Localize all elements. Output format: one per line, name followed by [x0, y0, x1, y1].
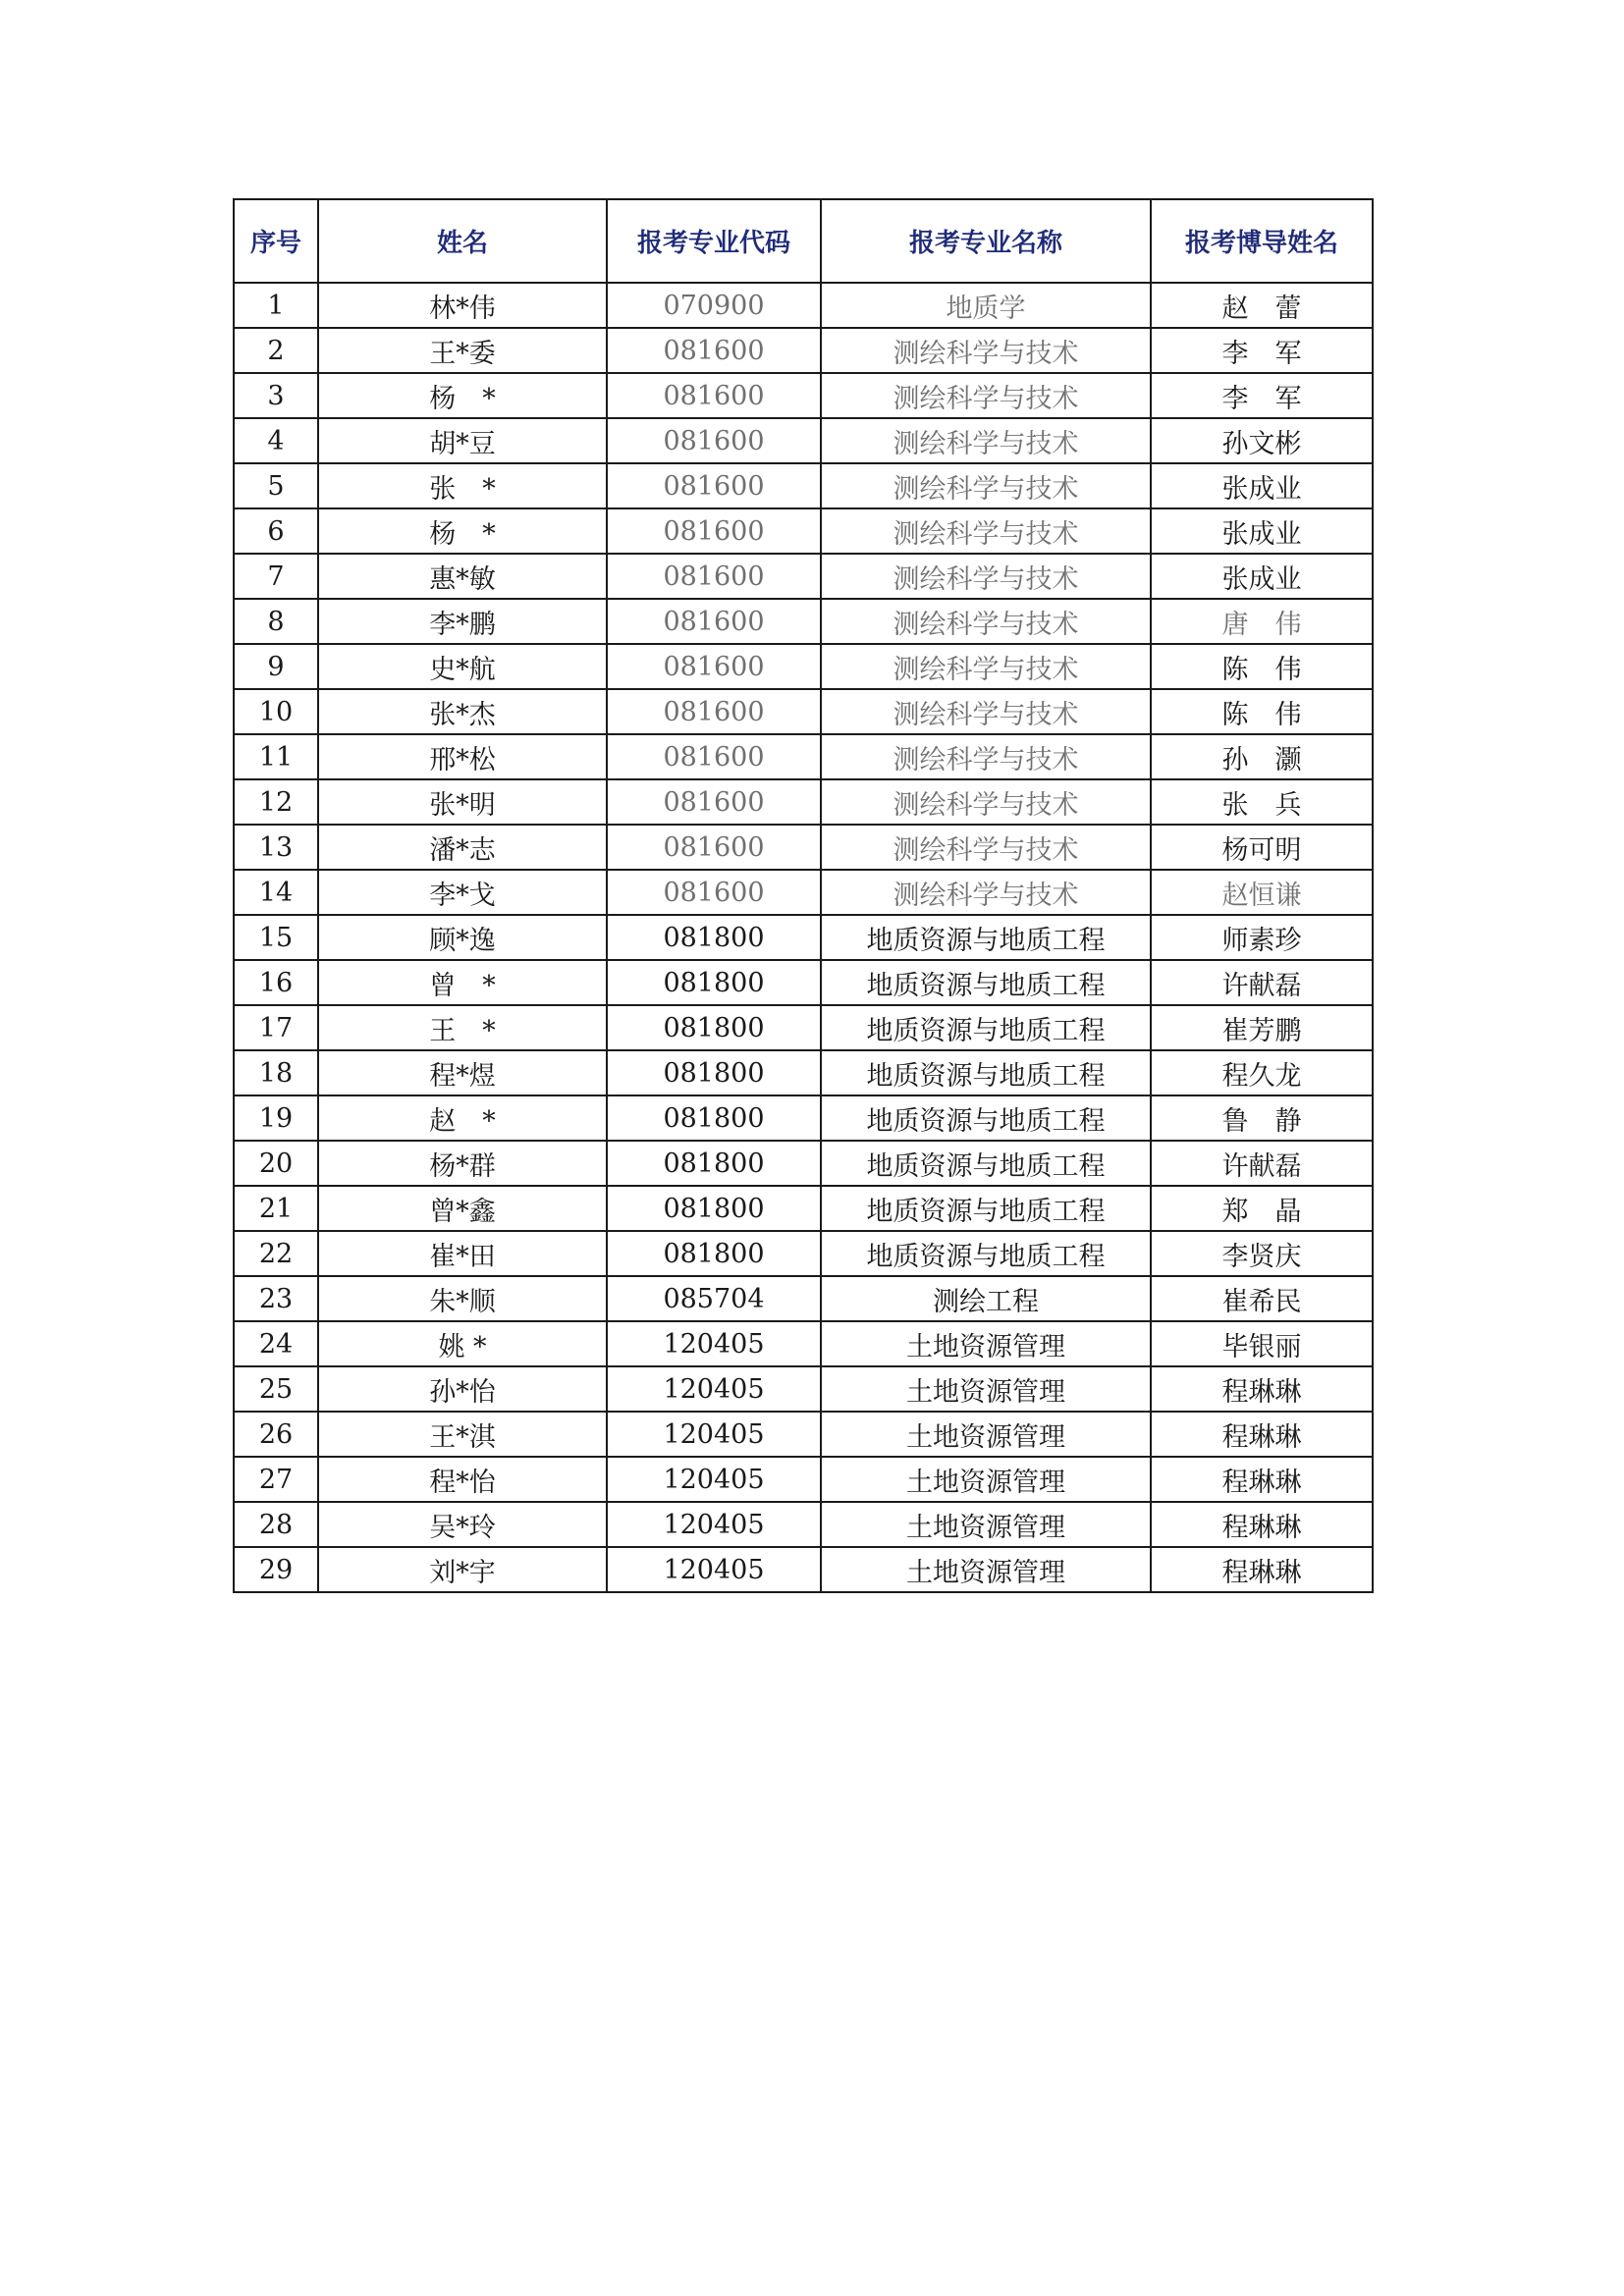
table-row: [234, 870, 1373, 915]
cell-name: 王 *: [318, 1005, 607, 1050]
cell-supervisor: 李贤庆: [1151, 1231, 1373, 1276]
table-row: [234, 960, 1373, 1005]
cell-index: 14: [234, 870, 318, 915]
table-row: [234, 1186, 1373, 1231]
cell-major-name: 地质资源与地质工程: [821, 1141, 1151, 1186]
cell-supervisor: 程琳琳: [1151, 1412, 1373, 1457]
table-row: [234, 373, 1373, 418]
table-row: [234, 825, 1373, 870]
cell-name: 李*戈: [318, 870, 607, 915]
cell-index: 28: [234, 1502, 318, 1547]
cell-major-name: 地质学: [821, 283, 1151, 328]
cell-major-name: 测绘科学与技术: [821, 418, 1151, 463]
cell-supervisor: 程久龙: [1151, 1050, 1373, 1095]
cell-major-code: 081800: [607, 1141, 821, 1186]
table-row: [234, 328, 1373, 373]
cell-major-name: 测绘科学与技术: [821, 599, 1151, 644]
cell-name: 杨*群: [318, 1141, 607, 1186]
cell-major-code: 081600: [607, 779, 821, 825]
cell-major-code: 081800: [607, 1005, 821, 1050]
cell-major-name: 地质资源与地质工程: [821, 1005, 1151, 1050]
cell-name: 曾 *: [318, 960, 607, 1005]
cell-major-code: 081800: [607, 1095, 821, 1141]
cell-major-name: 测绘科学与技术: [821, 463, 1151, 508]
table-row: [234, 1141, 1373, 1186]
table-row: [234, 463, 1373, 508]
table-row: [234, 1231, 1373, 1276]
cell-index: 25: [234, 1366, 318, 1412]
cell-supervisor: 毕银丽: [1151, 1321, 1373, 1366]
cell-major-code: 081600: [607, 373, 821, 418]
cell-major-code: 081600: [607, 463, 821, 508]
header-major-code: 报考专业代码: [607, 199, 821, 283]
cell-index: 21: [234, 1186, 318, 1231]
cell-index: 17: [234, 1005, 318, 1050]
cell-index: 24: [234, 1321, 318, 1366]
table-body: [234, 283, 1373, 1592]
cell-name: 史*航: [318, 644, 607, 689]
cell-index: 23: [234, 1276, 318, 1321]
cell-major-name: 测绘科学与技术: [821, 870, 1151, 915]
cell-supervisor: 杨可明: [1151, 825, 1373, 870]
table-row: [234, 1366, 1373, 1412]
table-row: [234, 1276, 1373, 1321]
cell-name: 惠*敏: [318, 554, 607, 599]
cell-name: 杨 *: [318, 508, 607, 554]
cell-major-code: 081800: [607, 915, 821, 960]
cell-index: 3: [234, 373, 318, 418]
cell-supervisor: 张 兵: [1151, 779, 1373, 825]
cell-name: 曾*鑫: [318, 1186, 607, 1231]
cell-index: 27: [234, 1457, 318, 1502]
cell-major-name: 土地资源管理: [821, 1502, 1151, 1547]
cell-name: 王*委: [318, 328, 607, 373]
cell-name: 吴*玲: [318, 1502, 607, 1547]
cell-name: 张*杰: [318, 689, 607, 734]
cell-major-code: 081600: [607, 644, 821, 689]
cell-major-code: 120405: [607, 1502, 821, 1547]
table-row: [234, 418, 1373, 463]
cell-major-code: 081800: [607, 1050, 821, 1095]
cell-name: 姚 *: [318, 1321, 607, 1366]
cell-supervisor: 李 军: [1151, 373, 1373, 418]
cell-index: 18: [234, 1050, 318, 1095]
cell-major-name: 土地资源管理: [821, 1412, 1151, 1457]
header-row: [234, 199, 1373, 283]
cell-index: 12: [234, 779, 318, 825]
cell-major-code: 085704: [607, 1276, 821, 1321]
cell-major-name: 地质资源与地质工程: [821, 1231, 1151, 1276]
table-row: [234, 554, 1373, 599]
cell-index: 10: [234, 689, 318, 734]
cell-major-code: 081600: [607, 418, 821, 463]
cell-supervisor: 程琳琳: [1151, 1547, 1373, 1592]
table-row: [234, 599, 1373, 644]
cell-index: 29: [234, 1547, 318, 1592]
cell-supervisor: 崔芳鹏: [1151, 1005, 1373, 1050]
cell-major-code: 081600: [607, 689, 821, 734]
cell-index: 9: [234, 644, 318, 689]
cell-name: 赵 *: [318, 1095, 607, 1141]
cell-index: 19: [234, 1095, 318, 1141]
cell-major-code: 120405: [607, 1457, 821, 1502]
cell-name: 张*明: [318, 779, 607, 825]
cell-major-name: 土地资源管理: [821, 1366, 1151, 1412]
cell-major-name: 测绘科学与技术: [821, 328, 1151, 373]
table-row: [234, 915, 1373, 960]
admission-table: [233, 198, 1374, 1593]
cell-supervisor: 孙 灏: [1151, 734, 1373, 779]
cell-major-code: 081600: [607, 508, 821, 554]
cell-major-code: 081600: [607, 599, 821, 644]
cell-major-name: 测绘工程: [821, 1276, 1151, 1321]
cell-supervisor: 唐 伟: [1151, 599, 1373, 644]
table-row: [234, 1547, 1373, 1592]
cell-major-name: 地质资源与地质工程: [821, 1095, 1151, 1141]
cell-name: 潘*志: [318, 825, 607, 870]
cell-index: 22: [234, 1231, 318, 1276]
cell-supervisor: 李 军: [1151, 328, 1373, 373]
table-row: [234, 283, 1373, 328]
cell-major-code: 081800: [607, 1231, 821, 1276]
cell-supervisor: 许献磊: [1151, 960, 1373, 1005]
cell-index: 26: [234, 1412, 318, 1457]
cell-name: 林*伟: [318, 283, 607, 328]
table-row: [234, 1321, 1373, 1366]
cell-name: 崔*田: [318, 1231, 607, 1276]
cell-major-code: 120405: [607, 1366, 821, 1412]
cell-index: 1: [234, 283, 318, 328]
cell-name: 王*淇: [318, 1412, 607, 1457]
cell-supervisor: 程琳琳: [1151, 1502, 1373, 1547]
cell-name: 朱*顺: [318, 1276, 607, 1321]
cell-major-name: 地质资源与地质工程: [821, 960, 1151, 1005]
cell-major-name: 测绘科学与技术: [821, 644, 1151, 689]
cell-index: 11: [234, 734, 318, 779]
cell-supervisor: 赵恒谦: [1151, 870, 1373, 915]
table-row: [234, 1095, 1373, 1141]
cell-major-code: 081600: [607, 328, 821, 373]
table-row: [234, 1457, 1373, 1502]
cell-major-code: 081600: [607, 734, 821, 779]
cell-major-name: 地质资源与地质工程: [821, 1050, 1151, 1095]
header-major-name: 报考专业名称: [821, 199, 1151, 283]
cell-index: 16: [234, 960, 318, 1005]
cell-major-code: 120405: [607, 1321, 821, 1366]
table-row: [234, 1005, 1373, 1050]
cell-supervisor: 程琳琳: [1151, 1366, 1373, 1412]
cell-major-name: 测绘科学与技术: [821, 734, 1151, 779]
cell-major-name: 地质资源与地质工程: [821, 915, 1151, 960]
cell-supervisor: 张成业: [1151, 554, 1373, 599]
table-row: [234, 689, 1373, 734]
cell-supervisor: 崔希民: [1151, 1276, 1373, 1321]
table-row: [234, 1412, 1373, 1457]
cell-major-name: 测绘科学与技术: [821, 508, 1151, 554]
cell-name: 顾*逸: [318, 915, 607, 960]
cell-major-code: 081600: [607, 870, 821, 915]
cell-major-code: 081800: [607, 960, 821, 1005]
cell-supervisor: 郑 晶: [1151, 1186, 1373, 1231]
cell-supervisor: 孙文彬: [1151, 418, 1373, 463]
cell-supervisor: 鲁 静: [1151, 1095, 1373, 1141]
cell-index: 6: [234, 508, 318, 554]
table-row: [234, 1502, 1373, 1547]
cell-index: 2: [234, 328, 318, 373]
cell-major-name: 测绘科学与技术: [821, 373, 1151, 418]
cell-major-code: 081600: [607, 554, 821, 599]
cell-major-code: 120405: [607, 1547, 821, 1592]
cell-name: 胡*豆: [318, 418, 607, 463]
cell-index: 8: [234, 599, 318, 644]
table-row: [234, 644, 1373, 689]
cell-supervisor: 张成业: [1151, 463, 1373, 508]
cell-major-name: 测绘科学与技术: [821, 554, 1151, 599]
cell-index: 13: [234, 825, 318, 870]
cell-major-name: 土地资源管理: [821, 1457, 1151, 1502]
header-supervisor: 报考博导姓名: [1151, 199, 1373, 283]
cell-major-name: 土地资源管理: [821, 1321, 1151, 1366]
cell-supervisor: 许献磊: [1151, 1141, 1373, 1186]
cell-name: 程*怡: [318, 1457, 607, 1502]
cell-name: 李*鹏: [318, 599, 607, 644]
cell-supervisor: 张成业: [1151, 508, 1373, 554]
cell-major-code: 081600: [607, 825, 821, 870]
cell-major-name: 测绘科学与技术: [821, 689, 1151, 734]
cell-index: 5: [234, 463, 318, 508]
cell-name: 杨 *: [318, 373, 607, 418]
cell-major-code: 120405: [607, 1412, 821, 1457]
cell-supervisor: 赵 蕾: [1151, 283, 1373, 328]
table-row: [234, 779, 1373, 825]
cell-major-name: 测绘科学与技术: [821, 779, 1151, 825]
cell-index: 20: [234, 1141, 318, 1186]
header-name: 姓名: [318, 199, 607, 283]
cell-supervisor: 师素珍: [1151, 915, 1373, 960]
cell-supervisor: 程琳琳: [1151, 1457, 1373, 1502]
cell-major-name: 测绘科学与技术: [821, 825, 1151, 870]
table-row: [234, 508, 1373, 554]
cell-index: 4: [234, 418, 318, 463]
cell-index: 15: [234, 915, 318, 960]
cell-major-code: 081800: [607, 1186, 821, 1231]
table-row: [234, 734, 1373, 779]
header-index: 序号: [234, 199, 318, 283]
cell-name: 程*煜: [318, 1050, 607, 1095]
cell-name: 刘*宇: [318, 1547, 607, 1592]
cell-major-name: 地质资源与地质工程: [821, 1186, 1151, 1231]
cell-major-name: 土地资源管理: [821, 1547, 1151, 1592]
table-row: [234, 1050, 1373, 1095]
cell-name: 孙*怡: [318, 1366, 607, 1412]
cell-supervisor: 陈 伟: [1151, 689, 1373, 734]
cell-name: 张 *: [318, 463, 607, 508]
cell-index: 7: [234, 554, 318, 599]
cell-supervisor: 陈 伟: [1151, 644, 1373, 689]
cell-name: 邢*松: [318, 734, 607, 779]
cell-major-code: 070900: [607, 283, 821, 328]
